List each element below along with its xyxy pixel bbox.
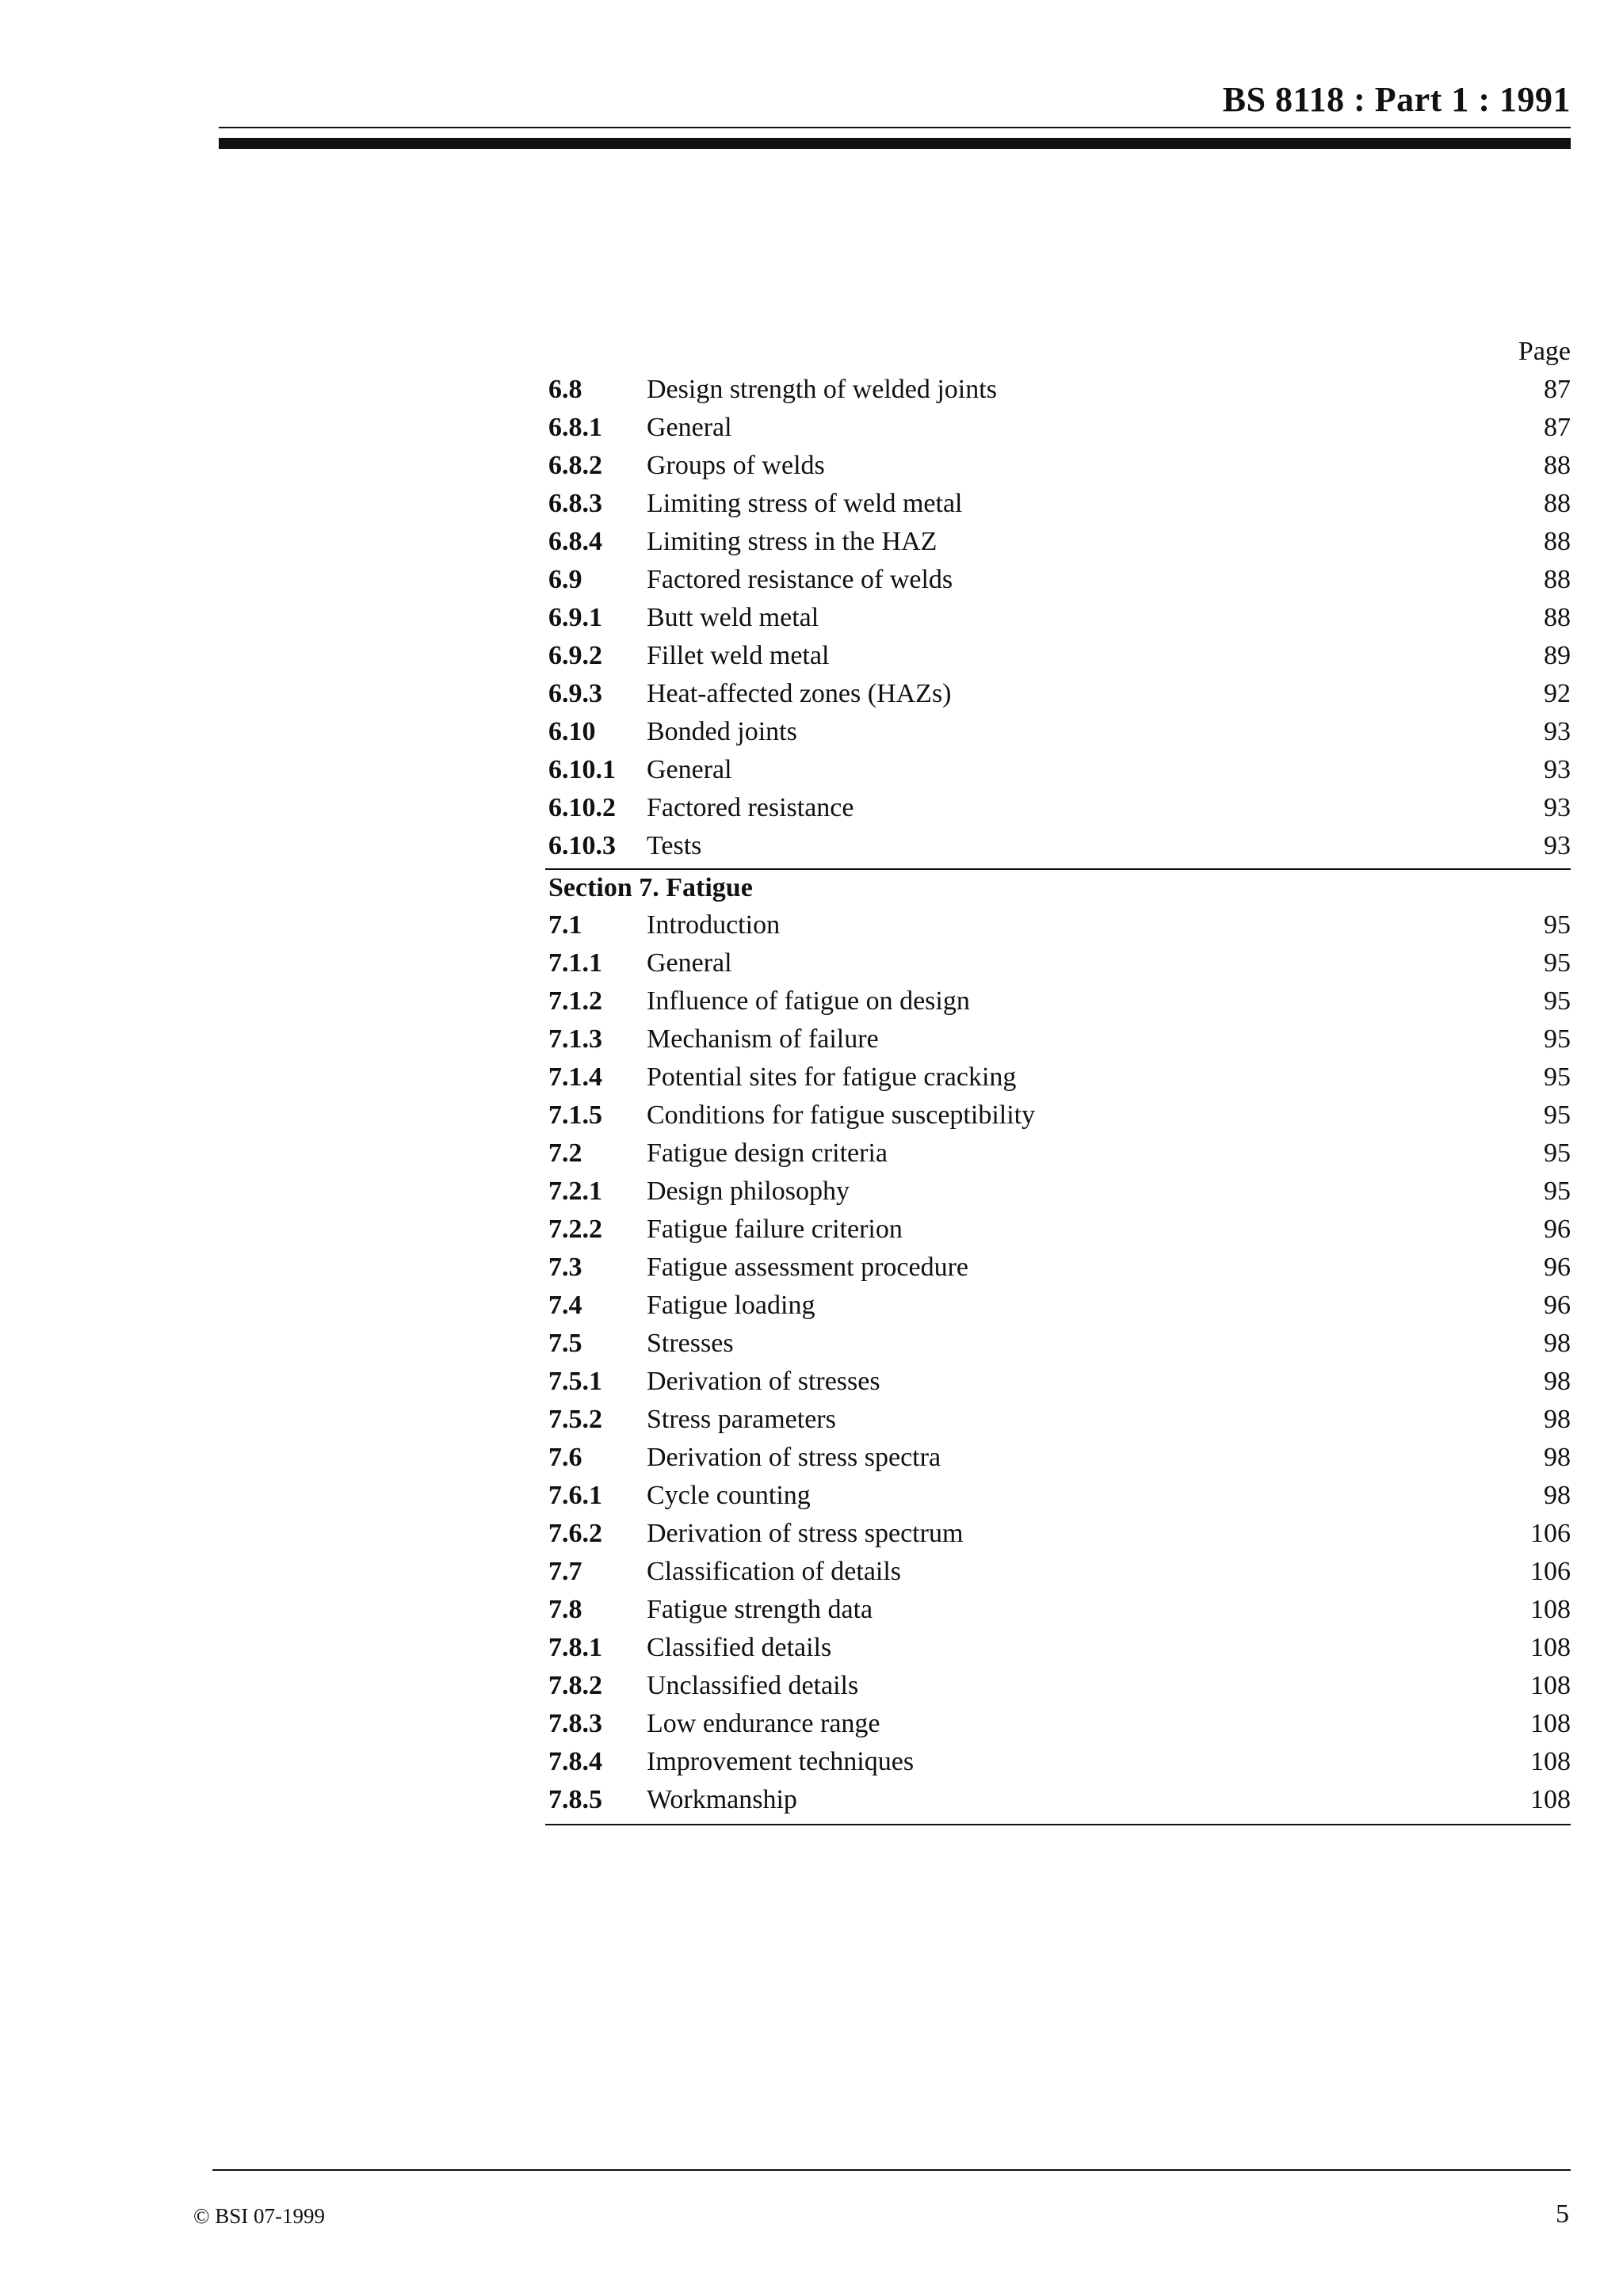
toc-entry-title: Introduction xyxy=(647,910,781,940)
toc-entry-number: 6.9.3 xyxy=(548,679,602,708)
toc-entry xyxy=(545,1667,1571,1705)
toc-entry xyxy=(545,1401,1571,1439)
toc-entry xyxy=(545,409,1571,447)
toc-entry-title: Fatigue design criteria xyxy=(647,1138,888,1168)
toc-entry-title: General xyxy=(647,948,732,978)
toc-entry-title: Bonded joints xyxy=(647,717,797,746)
toc-entry-page: 95 xyxy=(1544,1138,1571,1168)
header-rule-thick xyxy=(219,138,1571,149)
page-column-label: Page xyxy=(1518,337,1571,366)
toc-end-rule xyxy=(545,1824,1571,1825)
toc-entry-title: Factored resistance xyxy=(647,793,854,822)
toc-entry-page: 92 xyxy=(1544,679,1571,708)
toc-entry-title: Improvement techniques xyxy=(647,1747,915,1776)
toc-entry-page: 95 xyxy=(1544,948,1571,978)
toc-entry xyxy=(545,1553,1571,1591)
toc-entry-number: 7.1.3 xyxy=(548,1024,602,1054)
toc-entry-page: 95 xyxy=(1544,1177,1571,1206)
toc-entry-title: Influence of fatigue on design xyxy=(647,986,970,1016)
toc-entry-page: 106 xyxy=(1530,1519,1571,1548)
toc-entry-page: 108 xyxy=(1530,1595,1571,1624)
toc-entry-title: Workmanship xyxy=(647,1785,797,1814)
toc-entry-page: 95 xyxy=(1544,1024,1571,1054)
toc-entry-number: 7.8.4 xyxy=(548,1747,602,1776)
toc-entry-number: 7.5.1 xyxy=(548,1367,602,1396)
toc-entry-number: 7.8.1 xyxy=(548,1633,602,1662)
toc-entry-page: 93 xyxy=(1544,755,1571,784)
toc-entry-title: Factored resistance of welds xyxy=(647,565,953,594)
toc-entry xyxy=(545,1591,1571,1629)
toc-entry-page: 108 xyxy=(1530,1747,1571,1776)
toc-entry-number: 7.2.1 xyxy=(548,1177,602,1206)
footer-rule xyxy=(212,2169,1571,2171)
header-rule-thin xyxy=(219,127,1571,128)
toc-entry-number: 7.7 xyxy=(548,1557,582,1586)
toc-entry-title: Fatigue failure criterion xyxy=(647,1215,903,1244)
toc-entry-title: Derivation of stress spectrum xyxy=(647,1519,964,1548)
toc-entry-number: 6.10.2 xyxy=(548,793,616,822)
toc-entry-number: 7.1.5 xyxy=(548,1100,602,1130)
toc-entry-number: 7.1 xyxy=(548,910,582,940)
toc-entry-title: General xyxy=(647,413,732,442)
toc-entry-page: 88 xyxy=(1544,527,1571,556)
toc-entry xyxy=(545,1325,1571,1363)
toc-entry-page: 98 xyxy=(1544,1481,1571,1510)
toc-entry-title: Design philosophy xyxy=(647,1177,850,1206)
toc-entry-page: 93 xyxy=(1544,717,1571,746)
toc-entry-page: 95 xyxy=(1544,1062,1571,1092)
toc-entry-title: Butt weld metal xyxy=(647,603,819,632)
toc-entry-title: Fatigue strength data xyxy=(647,1595,873,1624)
toc-entry-title: Limiting stress of weld metal xyxy=(647,489,963,518)
toc-entry-page: 108 xyxy=(1530,1633,1571,1662)
footer-copyright: © BSI 07-1999 xyxy=(193,2204,326,2228)
toc-entry-number: 6.8 xyxy=(548,375,582,404)
toc-entry-title: Groups of welds xyxy=(647,451,825,480)
toc-entry-number: 7.1.1 xyxy=(548,948,602,978)
toc-entry-title: Tests xyxy=(647,831,702,860)
toc-entry-number: 7.5.2 xyxy=(548,1405,602,1434)
toc-entry-page: 98 xyxy=(1544,1405,1571,1434)
toc-group-section-6 xyxy=(545,371,1571,865)
toc-entry-title: Derivation of stress spectra xyxy=(647,1443,941,1472)
toc-entry-page: 95 xyxy=(1544,1100,1571,1130)
toc-entry-number: 7.8.5 xyxy=(548,1785,602,1814)
toc-entry-title: Fillet weld metal xyxy=(647,641,830,670)
toc-entry-number: 6.8.2 xyxy=(548,451,602,480)
toc-entry xyxy=(545,1629,1571,1667)
toc-entry-number: 6.10.1 xyxy=(548,755,616,784)
toc-entry xyxy=(545,789,1571,827)
toc-entry xyxy=(545,982,1571,1020)
toc-entry-title: Mechanism of failure xyxy=(647,1024,879,1054)
toc-entry-title: Derivation of stresses xyxy=(647,1367,880,1396)
toc-entry-page: 88 xyxy=(1544,565,1571,594)
toc-entry xyxy=(545,561,1571,599)
toc-entry xyxy=(545,599,1571,637)
toc-entry-title: Fatigue loading xyxy=(647,1291,815,1320)
toc-entry-number: 6.8.1 xyxy=(548,413,602,442)
toc-entry-number: 6.9.1 xyxy=(548,603,602,632)
toc-entry-number: 6.10.3 xyxy=(548,831,616,860)
toc-entry-page: 96 xyxy=(1544,1215,1571,1244)
toc-entry-title: Classification of details xyxy=(647,1557,902,1586)
toc-entry-page: 87 xyxy=(1544,375,1571,404)
toc-entry xyxy=(545,1363,1571,1401)
toc-entry-page: 108 xyxy=(1530,1671,1571,1700)
toc-entry-page: 88 xyxy=(1544,451,1571,480)
toc-entry-page: 95 xyxy=(1544,986,1571,1016)
toc-entry xyxy=(545,1743,1571,1781)
toc-entry-number: 7.8.3 xyxy=(548,1709,602,1738)
toc-entry-title: Potential sites for fatigue cracking xyxy=(647,1062,1017,1092)
toc-entry xyxy=(545,906,1571,944)
toc-entry-title: Classified details xyxy=(647,1633,832,1662)
toc-entry xyxy=(545,1287,1571,1325)
toc-entry xyxy=(545,1020,1571,1058)
toc-entry-number: 7.6.2 xyxy=(548,1519,602,1548)
toc-entry xyxy=(545,1173,1571,1211)
toc-entry xyxy=(545,1097,1571,1135)
toc-entry-title: Unclassified details xyxy=(647,1671,859,1700)
toc-entry-number: 7.4 xyxy=(548,1291,582,1320)
toc-entry-number: 7.8.2 xyxy=(548,1671,602,1700)
toc-entry-title: Heat-affected zones (HAZs) xyxy=(647,679,952,708)
toc-entry-number: 7.8 xyxy=(548,1595,582,1624)
toc-entry-number: 7.3 xyxy=(548,1253,582,1282)
toc-entry xyxy=(545,1781,1571,1819)
toc-entry-page: 88 xyxy=(1544,603,1571,632)
toc-entry xyxy=(545,1058,1571,1097)
toc-entry-number: 7.2 xyxy=(548,1138,582,1168)
toc-entry-page: 98 xyxy=(1544,1329,1571,1358)
toc-entry-number: 7.5 xyxy=(548,1329,582,1358)
toc-entry xyxy=(545,675,1571,713)
section-heading: Section 7. Fatigue xyxy=(548,873,753,902)
toc-entry-number: 6.8.3 xyxy=(548,489,602,518)
toc-entry-page: 87 xyxy=(1544,413,1571,442)
toc-entry-page: 98 xyxy=(1544,1443,1571,1472)
toc-entry-page: 88 xyxy=(1544,489,1571,518)
toc-entry xyxy=(545,1477,1571,1515)
toc-entry-number: 7.2.2 xyxy=(548,1215,602,1244)
toc-entry xyxy=(545,1705,1571,1743)
toc-entry-page: 95 xyxy=(1544,910,1571,940)
toc-entry-title: General xyxy=(647,755,732,784)
toc-entry xyxy=(545,1135,1571,1173)
toc-entry-page: 93 xyxy=(1544,793,1571,822)
toc-entry-page: 96 xyxy=(1544,1253,1571,1282)
toc-entry-number: 7.6.1 xyxy=(548,1481,602,1510)
toc-entry-title: Design strength of welded joints xyxy=(647,375,997,404)
toc-entry xyxy=(545,1439,1571,1477)
toc-entry xyxy=(545,1515,1571,1553)
toc-entry-page: 96 xyxy=(1544,1291,1571,1320)
toc-entry-title: Limiting stress in the HAZ xyxy=(647,527,938,556)
toc-entry-title: Low endurance range xyxy=(647,1709,880,1738)
toc-entry-page: 98 xyxy=(1544,1367,1571,1396)
toc-entry-title: Stress parameters xyxy=(647,1405,836,1434)
toc-entry xyxy=(545,637,1571,675)
toc-entry-title: Conditions for fatigue susceptibility xyxy=(647,1100,1036,1130)
footer-page-number: 5 xyxy=(1556,2199,1569,2229)
toc-entry xyxy=(545,713,1571,751)
toc-entry-page: 108 xyxy=(1530,1709,1571,1738)
toc-entry-title: Stresses xyxy=(647,1329,734,1358)
toc-entry xyxy=(545,827,1571,865)
toc-entry-page: 108 xyxy=(1530,1785,1571,1814)
toc-entry-page: 106 xyxy=(1530,1557,1571,1586)
toc-entry xyxy=(545,1211,1571,1249)
toc-entry-number: 6.8.4 xyxy=(548,527,602,556)
toc-entry-number: 6.10 xyxy=(548,717,596,746)
toc-entry-page: 89 xyxy=(1544,641,1571,670)
toc-group-section-7 xyxy=(545,906,1571,1819)
toc-entry-number: 7.6 xyxy=(548,1443,582,1472)
toc-entry xyxy=(545,751,1571,789)
toc-entry-number: 7.1.4 xyxy=(548,1062,602,1092)
toc-entry xyxy=(545,371,1571,409)
toc-entry-number: 6.9.2 xyxy=(548,641,602,670)
toc-entry-number: 7.1.2 xyxy=(548,986,602,1016)
document-header-title: BS 8118 : Part 1 : 1991 xyxy=(1222,80,1571,119)
toc-entry xyxy=(545,485,1571,523)
table-of-contents xyxy=(545,333,1571,1825)
toc-entry xyxy=(545,523,1571,561)
toc-entry-number: 6.9 xyxy=(548,565,582,594)
toc-entry xyxy=(545,447,1571,485)
toc-entry-page: 93 xyxy=(1544,831,1571,860)
toc-entry-title: Fatigue assessment procedure xyxy=(647,1253,968,1282)
toc-entry xyxy=(545,1249,1571,1287)
toc-entry-title: Cycle counting xyxy=(647,1481,811,1510)
toc-entry xyxy=(545,944,1571,982)
